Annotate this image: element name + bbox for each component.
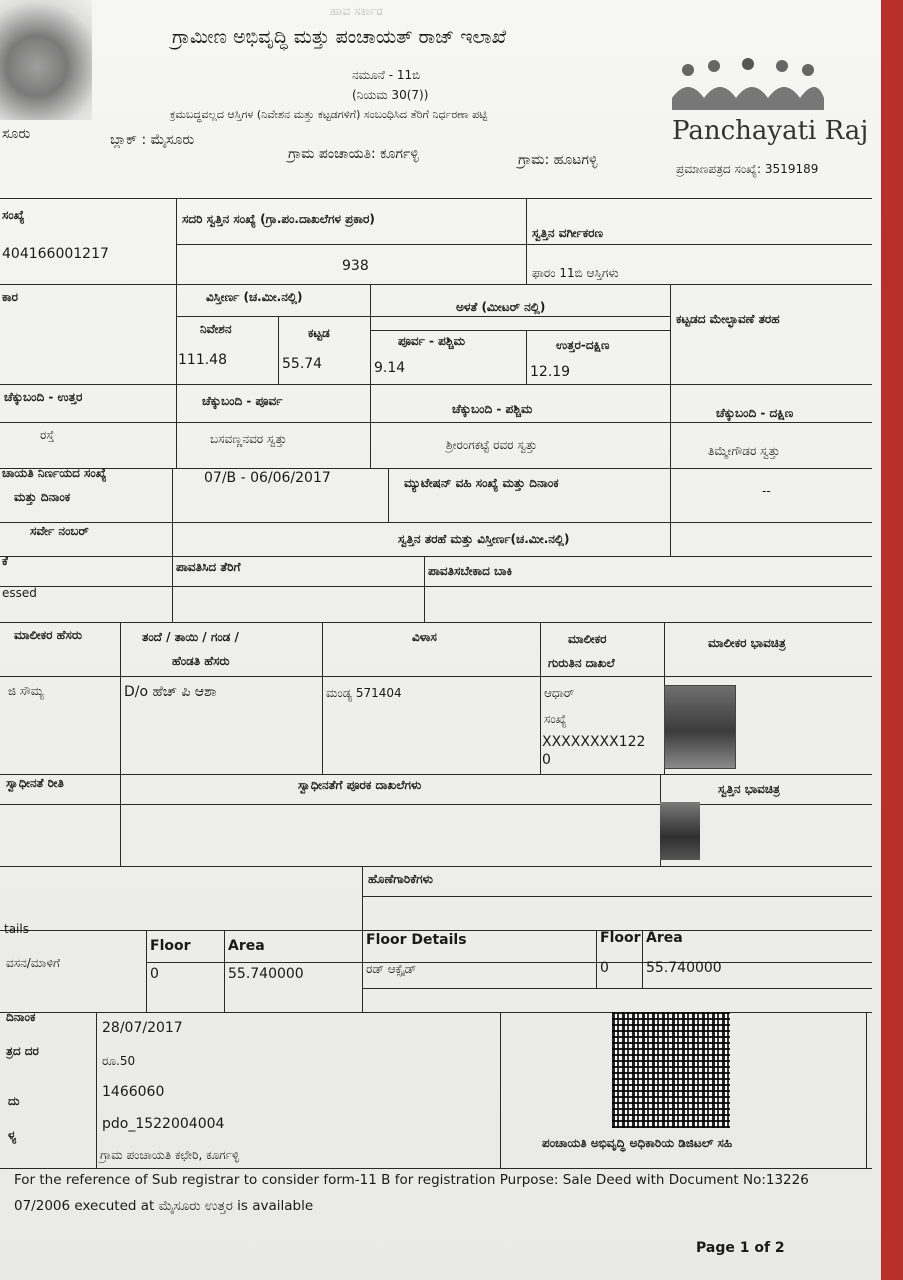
site-label: ನಿವೇಶನ [200,322,232,336]
boundary-west-label: ಚೆಕ್ಕುಬಂದಿ - ಪಶ್ಚಿಮ [452,402,533,416]
area-label: ವಿಸ್ತೀರ್ಣ (ಚ.ಮೀ.ನಲ್ಲಿ) [206,290,303,304]
department-title: ಗ್ರಾಮೀಣ ಅಭಿವೃದ್ಧಿ ಮತ್ತು ಪಂಚಾಯತ್ ರಾಜ್ ಇಲಾಖೆ [172,26,507,48]
classification-label: ಸ್ವತ್ತಿನ ವರ್ಗೀಕರಣ [532,226,603,240]
number-label: ಸಂಖ್ಯೆ [2,208,25,222]
background-strip [881,0,903,1280]
block-name: ಬ್ಲಾಕ್ : ಮೈಸೂರು [110,132,195,148]
property-photo-label: ಸ್ವತ್ತಿನ ಭಾವಚಿತ್ರ [718,782,780,796]
id-label-1: ಮಾಲೀಕರ [568,632,607,646]
id-line-3: XXXXXXXX122 [542,734,646,750]
area-col-right: Area [646,930,683,946]
id-line-4: 0 [542,752,551,768]
address-label: ವಿಳಾಸ [412,630,437,644]
rate-label: ತ್ರದ ದರ [6,1044,39,1058]
classification-value: ಫಾರಂ 11ಬಿ ಆಸ್ತಿಗಳು [532,266,619,280]
owner-parent: D/o ಹೆಚ್ ಪಿ ಆಶಾ [124,684,217,700]
owner-name-label: ಮಾಲೀಕರ ಹೆಸರು [14,628,83,642]
parent-label-2: ಹೆಂಡತಿ ಹೆಸರು [172,654,230,668]
mutation-value: -- [762,484,771,498]
liabilities-label: ಹೊಣೆಗಾರಿಕೆಗಳು [368,872,433,886]
certificate-number: ಪ್ರಮಾಣಪತ್ರದ ಸಂಖ್ಯೆ: 3519189 [676,162,819,176]
pdo-id: pdo_1522004004 [102,1116,225,1132]
sadari-value: 938 [342,258,369,274]
office-name: ಗ್ರಾಮ ಪಂಚಾಯತಿ ಕಛೇರಿ, ಕೂರ್ಗಳ್ಳಿ [100,1148,240,1162]
floor-details-fragment: tails [4,922,29,936]
issue-date: 28/07/2017 [102,1020,183,1036]
mutation-label: ಮ್ಯುಟೇಷನ್ ವಹಿ ಸಂಖ್ಯೆ ಮತ್ತು ದಿನಾಂಕ [404,476,559,490]
registrar-note-line2: 07/2006 executed at ಮೈಸೂರು ಉತ್ತರ is available [14,1198,314,1214]
north-south-value: 12.19 [530,364,571,380]
parent-label-1: ತಂದೆ / ತಾಯಿ / ಗಂಡ / [142,630,239,644]
digital-signature-label: ಪಂಚಾಯತಿ ಅಭಿವೃದ್ಧಿ ಅಧಿಕಾರಿಯ ಡಿಜಿಟಲ್ ಸಹಿ [542,1136,733,1150]
date-label: ದಿನಾಂಕ [6,1010,36,1024]
receipt-number: 1466060 [102,1084,165,1100]
east-west-label: ಪೂರ್ವ - ಪಶ್ಚಿಮ [398,334,466,348]
floor-col-left: Floor [150,938,191,954]
owner-photo [664,685,736,769]
form-number: ನಮೂನೆ - 11ಬಿ [352,68,421,82]
floor-details-col: Floor Details [366,932,467,948]
tax-label-fragment: ಕೆ [2,554,8,568]
type-label: ಕಾರ [2,290,18,304]
boundary-north-label: ಚೆಕ್ಕುಬಂದಿ - ಉತ್ತರ [4,390,83,404]
resolution-value: 07/B - 06/06/2017 [204,470,331,486]
floor-value-right: 0 [600,960,609,976]
survey-label: ಸರ್ವೇ ನಂಬರ್ [30,524,89,538]
id-line-1: ಆಧಾರ್ [544,686,575,700]
area-value-left: 55.740000 [228,966,304,982]
tax-paid-label: ಪಾವತಿಸಿದ ತೆರಿಗೆ [176,560,241,574]
boundary-south: ತಿಮ್ಮೇಗೌಡರ ಸ್ವತ್ತು [708,444,780,458]
fee-value: ರೂ.50 [102,1054,136,1068]
boundary-east: ಬಸವಣ್ಣನವರ ಸ್ವತ್ತು [210,432,287,446]
resolution-label-2: ಮತ್ತು ದಿನಾಂಕ [14,490,71,504]
karnataka-emblem-icon [0,0,92,120]
site-area: 111.48 [178,352,227,368]
property-id: 404166001217 [2,246,109,262]
owner-photo-label: ಮಾಲೀಕರ ಭಾವಚಿತ್ರ [708,636,786,650]
north-south-label: ಉತ್ತರ-ದಕ್ಷಿಣ [556,338,610,352]
brand-name: Panchayati Raj [672,116,869,146]
village-name: ಗ್ರಾಮ: ಹೂಟಗಳ್ಳಿ [518,152,598,168]
faint-top-text: ಹಾವ ಸರ್ಕಾರ [330,4,383,18]
area-value-right: 55.740000 [646,960,722,976]
assessed-fragment: essed [2,586,37,600]
ownership-docs-label: ಸ್ವಾಧೀನತೆಗೆ ಪೂರಕ ದಾಖಲೆಗಳು [298,778,422,792]
owner-name: ಜಿ ಸೌಮ್ಯ [8,684,44,698]
district-fragment: ಸೂರು [2,126,31,142]
floor-col-right: Floor [600,930,641,946]
boundary-east-label: ಚೆಕ್ಕುಬಂದಿ - ಪೂರ್ವ [202,394,283,408]
east-west-value: 9.14 [374,360,406,376]
building-area: 55.74 [282,356,323,372]
area-col-left: Area [228,938,265,954]
resolution-label-1: ಚಾಯತಿ ನಿರ್ಣಯದ ಸಂಖ್ಯೆ [2,466,107,480]
label-3: ದು [8,1094,20,1108]
building-label: ಕಟ್ಟಡ [308,326,330,340]
property-type-label: ಸ್ವತ್ತಿನ ತರಹೆ ಮತ್ತು ವಿಸ್ತೀರ್ಣ(ಚ.ಮೀ.ನಲ್ಲಿ) [398,532,570,546]
form-rule: (ನಿಯಮ 30(7)) [352,88,429,102]
owner-address: ಮಂಡ್ಯ 571404 [326,686,402,700]
floor-type-left: ವಸನ/ಮಾಳಿಗೆ [6,956,60,970]
ownership-mode-label: ಸ್ವಾಧೀನತೆ ರೀತಿ [6,776,64,790]
page-number: Page 1 of 2 [696,1240,785,1256]
form-subtitle: ಕ್ರಮಬದ್ಧವಲ್ಲದ ಆಸ್ತಿಗಳ (ನಿವೇಶನ ಮತ್ತು ಕಟ್ಟಡಗಳಿಗೆ) ಸಂಬಂಧಿಸಿದ ತೆರಿಗೆ ನಿರ್ಧರಣಾ ಪಟ್ಟಿ [170,108,488,121]
roof-label: ಕಟ್ಟಡದ ಮೇಲ್ಛಾವಣೆ ತರಹ [676,312,780,326]
qr-code-icon [612,1012,730,1128]
sadari-label: ಸದರಿ ಸ್ವತ್ತಿನ ಸಂಖ್ಯೆ (ಗ್ರಾ.ಪಂ.ದಾಖಲೆಗಳ ಪ್ರಕಾರ) [182,212,375,226]
tax-due-label: ಪಾವತಿಸಬೇಕಾದ ಬಾಕಿ [428,564,513,578]
id-line-2: ಸಂಖ್ಯೆ [544,712,567,726]
gram-panchayat: ಗ್ರಾಮ ಪಂಚಾಯತಿ: ಕೂರ್ಗಳ್ಳಿ [288,146,419,162]
floor-value-left: 0 [150,966,159,982]
boundary-west: ಶ್ರೀರಂಗಕಟ್ಟೆ ರವರ ಸ್ವತ್ತು [446,438,538,452]
registrar-note-line1: For the reference of Sub registrar to consider form-11 B for registration Purpose: Sale Deed with Document No:13226 [14,1172,809,1188]
boundary-south-label: ಚೆಕ್ಕುಬಂದಿ - ದಕ್ಷಿಣ [716,406,794,420]
boundary-north: ರಸ್ತೆ [40,428,55,442]
property-photo [660,802,700,860]
floor-type-right: ರಡ್ ಆಕ್ಸೈಡ್ [366,962,417,976]
panchayati-raj-logo-icon [668,58,828,118]
label-4: ಳ್ಯ [8,1128,17,1142]
id-label-2: ಗುರುತಿನ ದಾಖಲೆ [548,656,615,670]
dimension-label: ಅಳತೆ (ಮೀಟರ್ ನಲ್ಲಿ) [456,300,546,314]
